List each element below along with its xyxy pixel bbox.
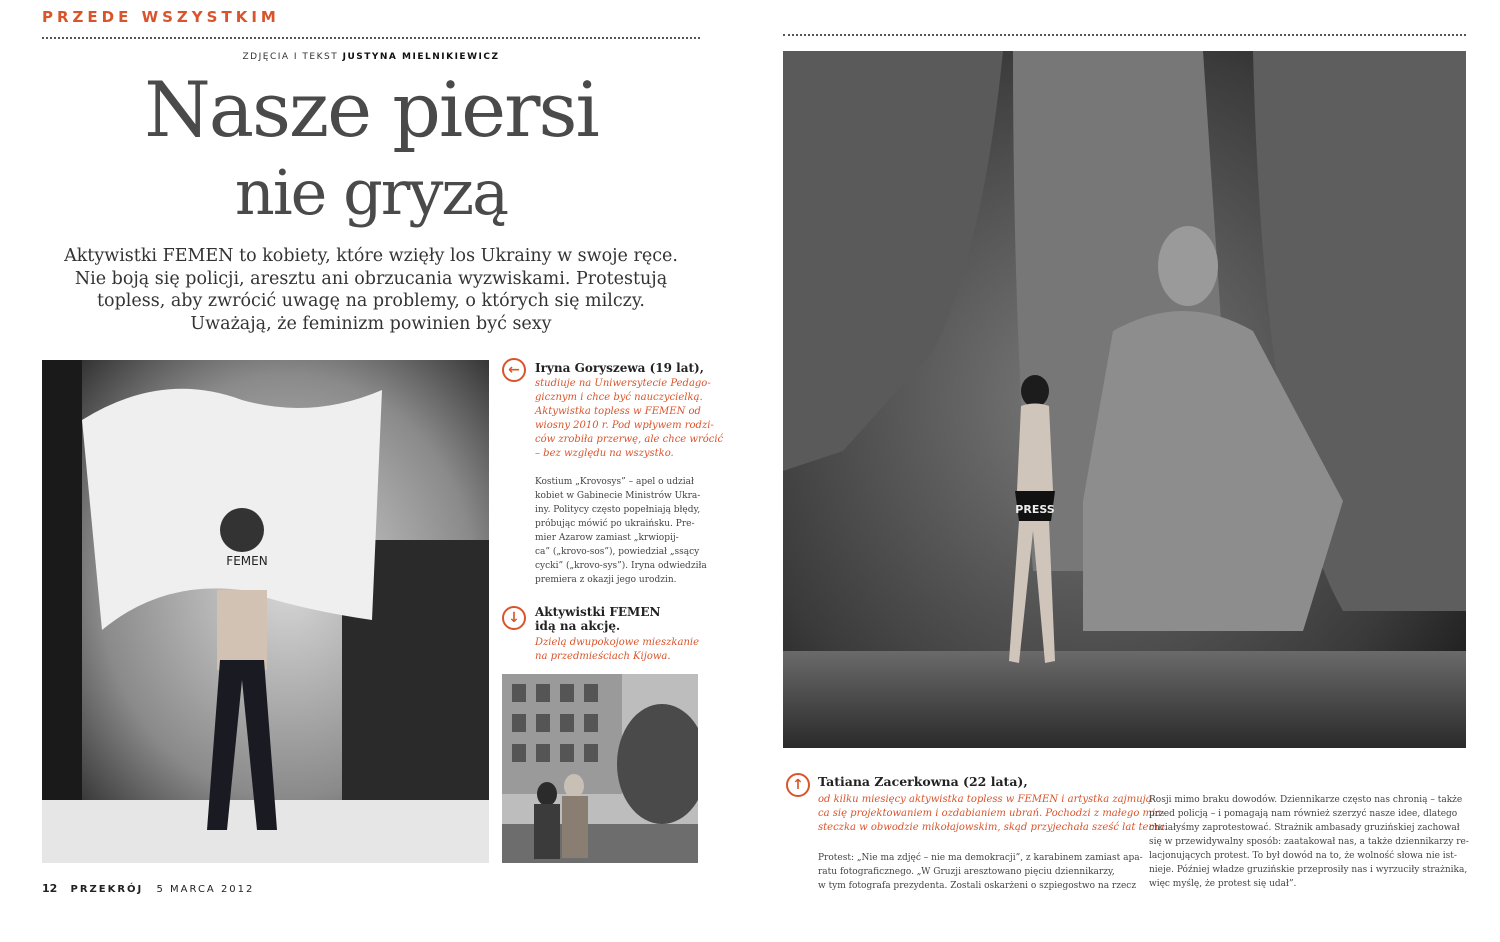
- photo-tatiana-illustration: [783, 51, 1466, 748]
- caption-group-title-line1: Aktywistki FEMEN: [535, 605, 661, 619]
- caption-line: mier Azarow zamiast „krwiopij-: [535, 533, 679, 543]
- caption-line: nieje. Później władze gruzińskie przeprosiły nas i wyrzuciły strażnika,: [1149, 865, 1468, 875]
- section-label: PRZEDE WSZYSTKIM: [42, 8, 280, 26]
- caption-line: chciałyśmy zaprotestować. Strażnik ambasady gruzińskiej zachował: [1149, 823, 1460, 833]
- caption-line: kobiet w Gabinecie Ministrów Ukra-: [535, 491, 701, 501]
- caption-line: ca się projektowaniem i ozdabianiem ubrań. Pochodzi z małego mia-: [818, 808, 1165, 819]
- caption-line: na przedmieściach Kijowa.: [535, 651, 671, 662]
- caption-tatiana-name: Tatiana Zacerkowna (22 lata),: [818, 774, 1028, 789]
- lead-line: Aktywistki FEMEN to kobiety, które wzięły los Ukrainy w swoje ręce.: [64, 246, 678, 266]
- credit-author: JUSTYNA MIELNIKIEWICZ: [342, 52, 500, 62]
- arrow-up-icon: ↑: [786, 773, 810, 797]
- arrow-left-icon: ←: [502, 358, 526, 382]
- caption-group-title-line2: idą na akcję.: [535, 619, 621, 633]
- caption-line: lacjonujących protest. To był dowód na to, że wolność słowa nie ist-: [1149, 851, 1457, 861]
- caption-line: się w przewidywalny sposób: zaatakował nas, a także dziennikarzy re-: [1149, 837, 1469, 847]
- caption-line: gicznym i chce być nauczycielką.: [535, 392, 703, 403]
- caption-line: próbując mówić po ukraińsku. Pre-: [535, 519, 695, 529]
- caption-line: – bez względu na wszystko.: [535, 448, 674, 459]
- caption-line: iny. Politycy często popełniają błędy,: [535, 505, 701, 515]
- caption-line: Rosji mimo braku dowodów. Dziennikarze często nas chronią – także: [1149, 795, 1463, 805]
- caption-line: Protest: „Nie ma zdjęć – nie ma demokracji”, z karabinem zamiast apa-: [818, 853, 1143, 863]
- headline-line1: Nasze piersi: [144, 65, 598, 154]
- caption-line: ców zrobiła przerwę, ale chce wrócić: [535, 434, 724, 445]
- divider-left: [42, 37, 700, 39]
- caption-iryna-body: [535, 475, 707, 587]
- caption-line: premiera z okazji jego urodzin.: [535, 575, 677, 585]
- caption-group-bio: [535, 636, 699, 664]
- lead-line: Uważają, że feminizm powinien być sexy: [190, 313, 552, 334]
- caption-line: Kostium „Krovosys” – apel o udział: [535, 477, 694, 487]
- photo-street: [502, 674, 698, 863]
- caption-line: wiosny 2010 r. Pod wpływem rodzi-: [535, 420, 714, 431]
- caption-line: studiuje na Uniwersytecie Pedago-: [535, 378, 711, 389]
- caption-line: steczka w obwodzie mikołajowskim, skąd przyjechała sześć lat temu.: [818, 822, 1168, 833]
- caption-tatiana-body-right: [1149, 793, 1469, 891]
- caption-line: ca” („krovo-sos”), powiedział „ssący: [535, 547, 700, 557]
- caption-line: Aktywistka topless w FEMEN od: [535, 406, 701, 417]
- caption-tatiana-bio: [818, 793, 1168, 835]
- caption-line: w tym fotografa prezydenta. Zostali oskarżeni o szpiegostwo na rzecz: [818, 881, 1137, 891]
- caption-iryna-name: Iryna Goryszewa (19 lat),: [535, 361, 704, 375]
- arrow-down-icon: ↓: [502, 606, 526, 630]
- caption-iryna-bio: [535, 377, 723, 461]
- photo-iryna-illustration: [42, 360, 489, 863]
- caption-line: cycki” („krovo-sys”). Iryna odwiedziła: [535, 561, 707, 571]
- folio: [42, 882, 254, 895]
- photo-street-illustration: [502, 674, 698, 863]
- caption-line: więc myślę, że protest się udał”.: [1149, 879, 1297, 889]
- photo-iryna: [42, 360, 489, 863]
- caption-tatiana-body-left: [818, 851, 1143, 893]
- caption-line: przed policją – i pomagają nam również szerzyć nasze idee, dlatego: [1149, 809, 1458, 819]
- issue-date: 5 MARCA 2012: [156, 884, 255, 895]
- caption-line: od kilku miesięcy aktywistka topless w FEMEN i artystka zajmują-: [818, 794, 1156, 805]
- caption-line: Dzielą dwupokojowe mieszkanie: [535, 637, 699, 648]
- lead-line: Nie boją się policji, aresztu ani obrzucania wyzwiskami. Protestują: [74, 268, 668, 289]
- divider-right: [783, 34, 1466, 36]
- headline-line2: nie gryzą: [234, 156, 508, 229]
- page-number: 12: [42, 882, 58, 895]
- magazine-name: PRZEKRÓJ: [70, 884, 144, 895]
- photo-tatiana: [783, 51, 1466, 748]
- lead-paragraph: [42, 245, 700, 335]
- credit-prefix: ZDJĘCIA I TEKST: [242, 52, 339, 62]
- credit-line: [42, 52, 700, 62]
- caption-line: ratu fotograficznego. „W Gruzji aresztowano pięciu dziennikarzy,: [818, 867, 1115, 877]
- caption-group-title: [535, 605, 660, 633]
- banner-text: FEMEN: [226, 554, 268, 568]
- press-text: PRESS: [1015, 503, 1055, 516]
- lead-line: topless, aby zwrócić uwagę na problemy, o których się milczy.: [97, 291, 645, 311]
